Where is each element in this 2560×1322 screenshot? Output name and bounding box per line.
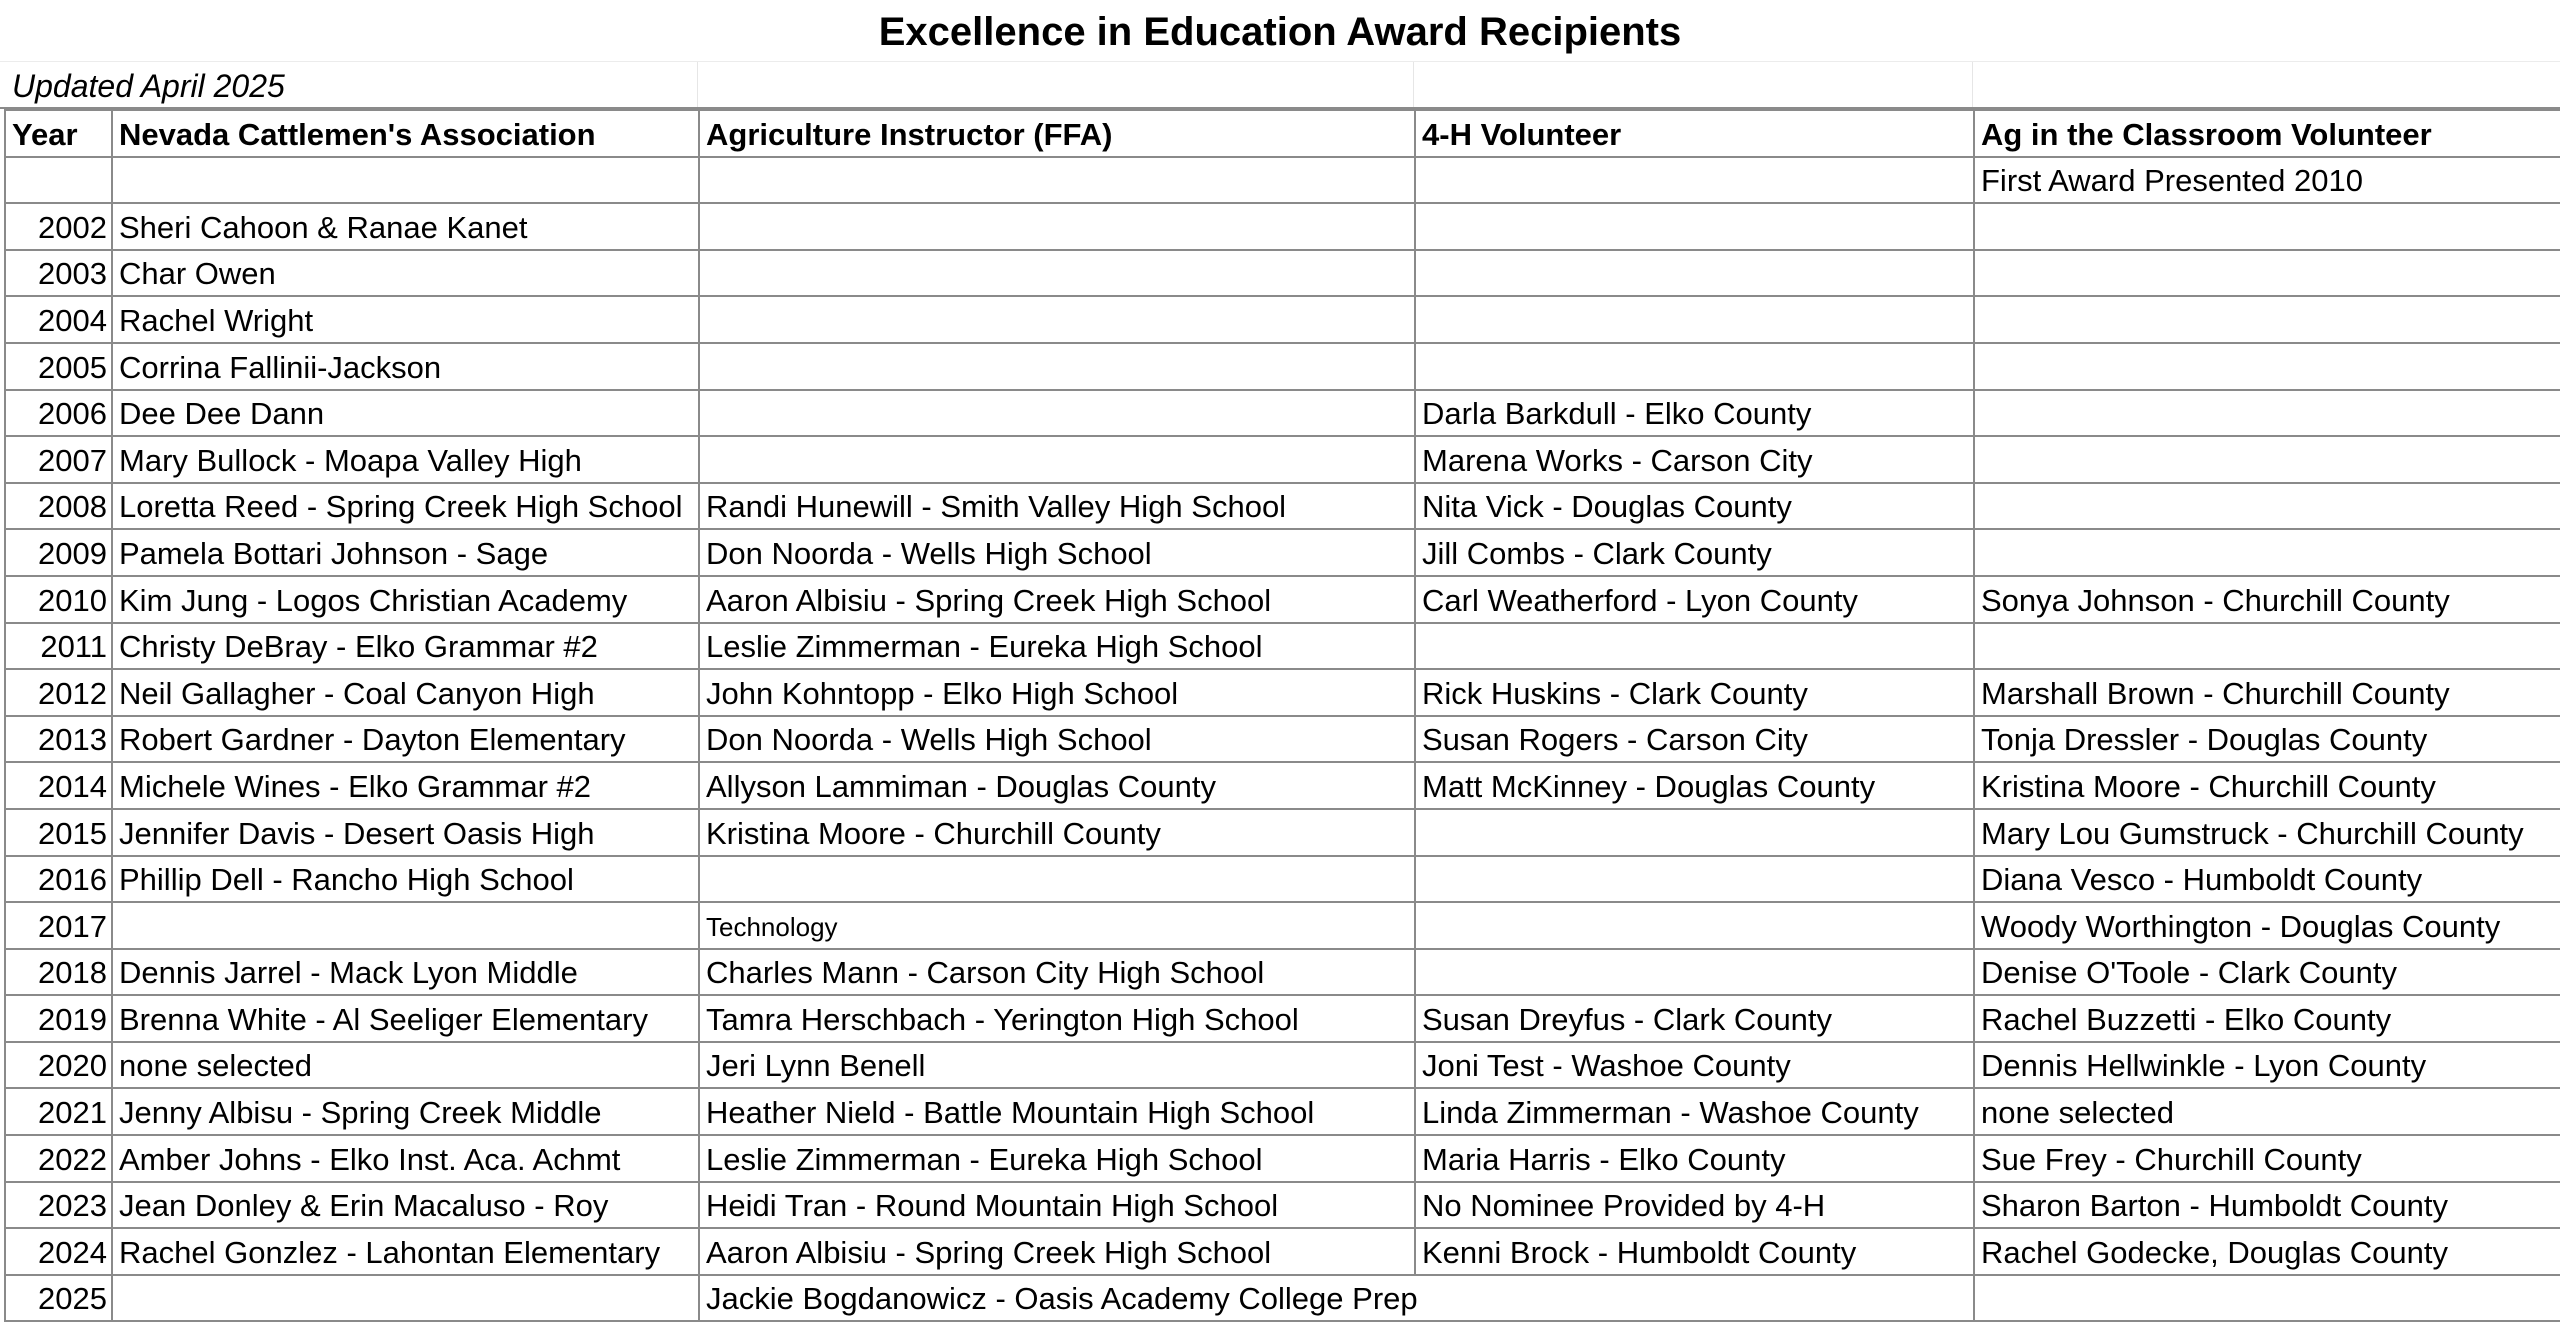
cell-4h-volunteer[interactable]: Kenni Brock - Humboldt County	[1415, 1228, 1974, 1275]
table-row	[5, 203, 2560, 250]
cell-4h-volunteer[interactable]: Maria Harris - Elko County	[1415, 1135, 1974, 1182]
cell[interactable]	[699, 157, 1415, 204]
cell-ag-classroom[interactable]	[1974, 1275, 2560, 1322]
header-year[interactable]: Year	[5, 110, 112, 157]
cell-ag-classroom[interactable]: Woody Worthington - Douglas County	[1974, 902, 2560, 949]
cell-ag-instructor[interactable]: Technology	[699, 902, 1415, 949]
cell-ag-classroom[interactable]	[1974, 343, 2560, 390]
table-row	[5, 669, 2560, 716]
cell-cattlemens[interactable]: Kim Jung - Logos Christian Academy	[112, 576, 699, 623]
cell-4h-volunteer[interactable]	[1415, 949, 1974, 996]
sheet-title: Excellence in Education Award Recipients	[0, 0, 2560, 62]
cell-year[interactable]: 2007	[5, 436, 112, 483]
cell-4h-volunteer[interactable]: Joni Test - Washoe County	[1415, 1042, 1974, 1089]
cell-ag-instructor[interactable]: Tamra Herschbach - Yerington High School	[699, 995, 1415, 1042]
cell-ag-instructor[interactable]	[699, 250, 1415, 297]
header-cattlemens[interactable]: Nevada Cattlemen's Association	[112, 110, 699, 157]
cell-cattlemens[interactable]: Jean Donley & Erin Macaluso - Roy	[112, 1182, 699, 1229]
cell-year[interactable]: 2008	[5, 483, 112, 530]
updated-row	[0, 62, 2560, 109]
cell-ag-classroom[interactable]: Sue Frey - Churchill County	[1974, 1135, 2560, 1182]
cell-ag-instructor[interactable]	[699, 856, 1415, 903]
cell-ag-classroom[interactable]: Mary Lou Gumstruck - Churchill County	[1974, 809, 2560, 856]
cell-ag-instructor[interactable]: John Kohntopp - Elko High School	[699, 669, 1415, 716]
cell-cattlemens[interactable]	[112, 1275, 699, 1322]
cell-cattlemens[interactable]: Michele Wines - Elko Grammar #2	[112, 762, 699, 809]
cell-ag-instructor[interactable]: Leslie Zimmerman - Eureka High School	[699, 623, 1415, 670]
cell-year[interactable]: 2016	[5, 856, 112, 903]
cell-ag-classroom[interactable]	[1974, 296, 2560, 343]
cell-cattlemens[interactable]: Neil Gallagher - Coal Canyon High	[112, 669, 699, 716]
cell-ag-instructor[interactable]	[699, 390, 1415, 437]
table-row	[5, 995, 2560, 1042]
cell-ag-instructor[interactable]: Don Noorda - Wells High School	[699, 716, 1415, 763]
header-4h-volunteer[interactable]: 4-H Volunteer	[1415, 110, 1974, 157]
table-row	[5, 856, 2560, 903]
cell-year[interactable]: 2021	[5, 1088, 112, 1135]
cell-ag-instructor[interactable]	[699, 436, 1415, 483]
table-row	[5, 809, 2560, 856]
cell-ag-instructor[interactable]: Heather Nield - Battle Mountain High School	[699, 1088, 1415, 1135]
cell-cattlemens[interactable]: Jennifer Davis - Desert Oasis High	[112, 809, 699, 856]
cell-cattlemens[interactable]: Amber Johns - Elko Inst. Aca. Achmt	[112, 1135, 699, 1182]
cell-4h-volunteer[interactable]	[1415, 250, 1974, 297]
cell-ag-instructor[interactable]	[699, 203, 1415, 250]
cell-year[interactable]: 2005	[5, 343, 112, 390]
cell-cattlemens[interactable]: Robert Gardner - Dayton Elementary	[112, 716, 699, 763]
gridline	[1413, 62, 1414, 107]
cell-ag-classroom[interactable]	[1974, 483, 2560, 530]
table-row	[5, 623, 2560, 670]
cell-year[interactable]: 2022	[5, 1135, 112, 1182]
cell-ag-instructor[interactable]: Allyson Lammiman - Douglas County	[699, 762, 1415, 809]
cell-ag-classroom[interactable]: Kristina Moore - Churchill County	[1974, 762, 2560, 809]
header-ag-instructor[interactable]: Agriculture Instructor (FFA)	[699, 110, 1415, 157]
table-row	[5, 1042, 2560, 1089]
cell-ag-classroom[interactable]	[1974, 436, 2560, 483]
cell-ag-classroom[interactable]	[1974, 623, 2560, 670]
cell-ag-classroom[interactable]: Denise O'Toole - Clark County	[1974, 949, 2560, 996]
cell-ag-instructor[interactable]: Aaron Albisiu - Spring Creek High School	[699, 576, 1415, 623]
cell-year[interactable]: 2017	[5, 902, 112, 949]
cell-ag-instructor[interactable]	[699, 296, 1415, 343]
table-row	[5, 436, 2560, 483]
cell-year[interactable]: 2018	[5, 949, 112, 996]
cell-4h-volunteer[interactable]: Nita Vick - Douglas County	[1415, 483, 1974, 530]
cell-ag-classroom[interactable]: none selected	[1974, 1088, 2560, 1135]
cell-ag-classroom[interactable]	[1974, 390, 2560, 437]
cell-year[interactable]: 2025	[5, 1275, 112, 1322]
table-row	[5, 483, 2560, 530]
table-row	[5, 1135, 2560, 1182]
cell-ag-instructor[interactable]: Jackie Bogdanowicz - Oasis Academy College Prep	[699, 1275, 1974, 1322]
cell-year[interactable]: 2020	[5, 1042, 112, 1089]
header-ag-classroom[interactable]: Ag in the Classroom Volunteer	[1974, 110, 2560, 157]
cell-ag-instructor[interactable]: Leslie Zimmerman - Eureka High School	[699, 1135, 1415, 1182]
cell-cattlemens[interactable]: Mary Bullock - Moapa Valley High	[112, 436, 699, 483]
cell-cattlemens[interactable]: Brenna White - Al Seeliger Elementary	[112, 995, 699, 1042]
table-row	[5, 1182, 2560, 1229]
cell-ag-classroom[interactable]: Sonya Johnson - Churchill County	[1974, 576, 2560, 623]
cell-ag-instructor[interactable]: Aaron Albisiu - Spring Creek High School	[699, 1228, 1415, 1275]
table-row	[5, 529, 2560, 576]
cell-year[interactable]: 2006	[5, 390, 112, 437]
cell-cattlemens[interactable]: Sheri Cahoon & Ranae Kanet	[112, 203, 699, 250]
cell-4h-volunteer[interactable]	[1415, 623, 1974, 670]
cell-ag-instructor[interactable]: Jeri Lynn Benell	[699, 1042, 1415, 1089]
cell-ag-classroom[interactable]: Marshall Brown - Churchill County	[1974, 669, 2560, 716]
cell-cattlemens[interactable]: Rachel Gonzlez - Lahontan Elementary	[112, 1228, 699, 1275]
gridline	[697, 62, 698, 107]
cell-4h-volunteer[interactable]	[1415, 902, 1974, 949]
cell-4h-volunteer[interactable]	[1415, 296, 1974, 343]
cell-year[interactable]: 2015	[5, 809, 112, 856]
cell-cattlemens[interactable]	[112, 902, 699, 949]
cell-4h-volunteer[interactable]: Carl Weatherford - Lyon County	[1415, 576, 1974, 623]
cell-ag-instructor[interactable]: Don Noorda - Wells High School	[699, 529, 1415, 576]
cell-4h-volunteer[interactable]: Linda Zimmerman - Washoe County	[1415, 1088, 1974, 1135]
cell-cattlemens[interactable]: Char Owen	[112, 250, 699, 297]
cell-year[interactable]: 2004	[5, 296, 112, 343]
table-row	[5, 902, 2560, 949]
cell-ag-instructor[interactable]: Kristina Moore - Churchill County	[699, 809, 1415, 856]
table-row	[5, 250, 2560, 297]
table-row	[5, 576, 2560, 623]
cell-4h-volunteer[interactable]: Susan Dreyfus - Clark County	[1415, 995, 1974, 1042]
cell[interactable]	[5, 157, 112, 204]
cell-ag-classroom[interactable]: Dennis Hellwinkle - Lyon County	[1974, 1042, 2560, 1089]
header-row	[5, 110, 2560, 157]
cell-year[interactable]: 2010	[5, 576, 112, 623]
cell-year[interactable]: 2023	[5, 1182, 112, 1229]
cell-ag-classroom[interactable]: Rachel Godecke, Douglas County	[1974, 1228, 2560, 1275]
cell-year[interactable]: 2003	[5, 250, 112, 297]
cell-ag-classroom[interactable]: Tonja Dressler - Douglas County	[1974, 716, 2560, 763]
cell-ag-instructor[interactable]: Charles Mann - Carson City High School	[699, 949, 1415, 996]
table-row	[5, 949, 2560, 996]
table-row	[5, 1275, 2560, 1322]
cell-cattlemens[interactable]: Dee Dee Dann	[112, 390, 699, 437]
cell-4h-volunteer[interactable]	[1415, 809, 1974, 856]
first-award-note[interactable]: First Award Presented 2010	[1974, 157, 2560, 204]
cell-cattlemens[interactable]: Christy DeBray - Elko Grammar #2	[112, 623, 699, 670]
cell-year[interactable]: 2013	[5, 716, 112, 763]
cell-4h-volunteer[interactable]: Darla Barkdull - Elko County	[1415, 390, 1974, 437]
cell-4h-volunteer[interactable]	[1415, 203, 1974, 250]
cell-cattlemens[interactable]: Phillip Dell - Rancho High School	[112, 856, 699, 903]
cell-4h-volunteer[interactable]: Matt McKinney - Douglas County	[1415, 762, 1974, 809]
cell[interactable]	[112, 157, 699, 204]
cell-cattlemens[interactable]: Corrina Fallinii-Jackson	[112, 343, 699, 390]
cell-ag-classroom[interactable]: Sharon Barton - Humboldt County	[1974, 1182, 2560, 1229]
table-row	[5, 1228, 2560, 1275]
table-row	[5, 716, 2560, 763]
gridline	[1972, 62, 1973, 107]
table-row	[5, 343, 2560, 390]
note-row	[5, 157, 2560, 204]
cell-year[interactable]: 2024	[5, 1228, 112, 1275]
cell-year[interactable]: 2009	[5, 529, 112, 576]
cell-year[interactable]: 2014	[5, 762, 112, 809]
cell-4h-volunteer[interactable]: Susan Rogers - Carson City	[1415, 716, 1974, 763]
cell-ag-classroom[interactable]	[1974, 529, 2560, 576]
cell-year[interactable]: 2002	[5, 203, 112, 250]
cell-cattlemens[interactable]: none selected	[112, 1042, 699, 1089]
cell-4h-volunteer[interactable]	[1415, 343, 1974, 390]
cell-cattlemens[interactable]: Dennis Jarrel - Mack Lyon Middle	[112, 949, 699, 996]
cell-4h-volunteer[interactable]: No Nominee Provided by 4-H	[1415, 1182, 1974, 1229]
cell-year[interactable]: 2011	[5, 623, 112, 670]
cell-ag-classroom[interactable]: Diana Vesco - Humboldt County	[1974, 856, 2560, 903]
cell-4h-volunteer[interactable]	[1415, 856, 1974, 903]
cell-cattlemens[interactable]: Pamela Bottari Johnson - Sage	[112, 529, 699, 576]
cell-cattlemens[interactable]: Rachel Wright	[112, 296, 699, 343]
cell-cattlemens[interactable]: Jenny Albisu - Spring Creek Middle	[112, 1088, 699, 1135]
cell-year[interactable]: 2012	[5, 669, 112, 716]
awards-table	[4, 109, 2560, 1322]
awards-table-body	[5, 110, 2560, 1321]
table-row	[5, 390, 2560, 437]
updated-note: Updated April 2025	[12, 68, 285, 104]
cell-4h-volunteer[interactable]: Rick Huskins - Clark County	[1415, 669, 1974, 716]
cell-cattlemens[interactable]: Loretta Reed - Spring Creek High School	[112, 483, 699, 530]
cell-4h-volunteer[interactable]: Jill Combs - Clark County	[1415, 529, 1974, 576]
cell-4h-volunteer[interactable]: Marena Works - Carson City	[1415, 436, 1974, 483]
cell-ag-instructor[interactable]: Randi Hunewill - Smith Valley High School	[699, 483, 1415, 530]
cell-ag-classroom[interactable]: Rachel Buzzetti - Elko County	[1974, 995, 2560, 1042]
cell-ag-classroom[interactable]	[1974, 203, 2560, 250]
table-row	[5, 1088, 2560, 1135]
cell-ag-instructor[interactable]	[699, 343, 1415, 390]
cell[interactable]	[1415, 157, 1974, 204]
cell-ag-classroom[interactable]	[1974, 250, 2560, 297]
cell-ag-instructor[interactable]: Heidi Tran - Round Mountain High School	[699, 1182, 1415, 1229]
table-row	[5, 762, 2560, 809]
table-row	[5, 296, 2560, 343]
cell-year[interactable]: 2019	[5, 995, 112, 1042]
